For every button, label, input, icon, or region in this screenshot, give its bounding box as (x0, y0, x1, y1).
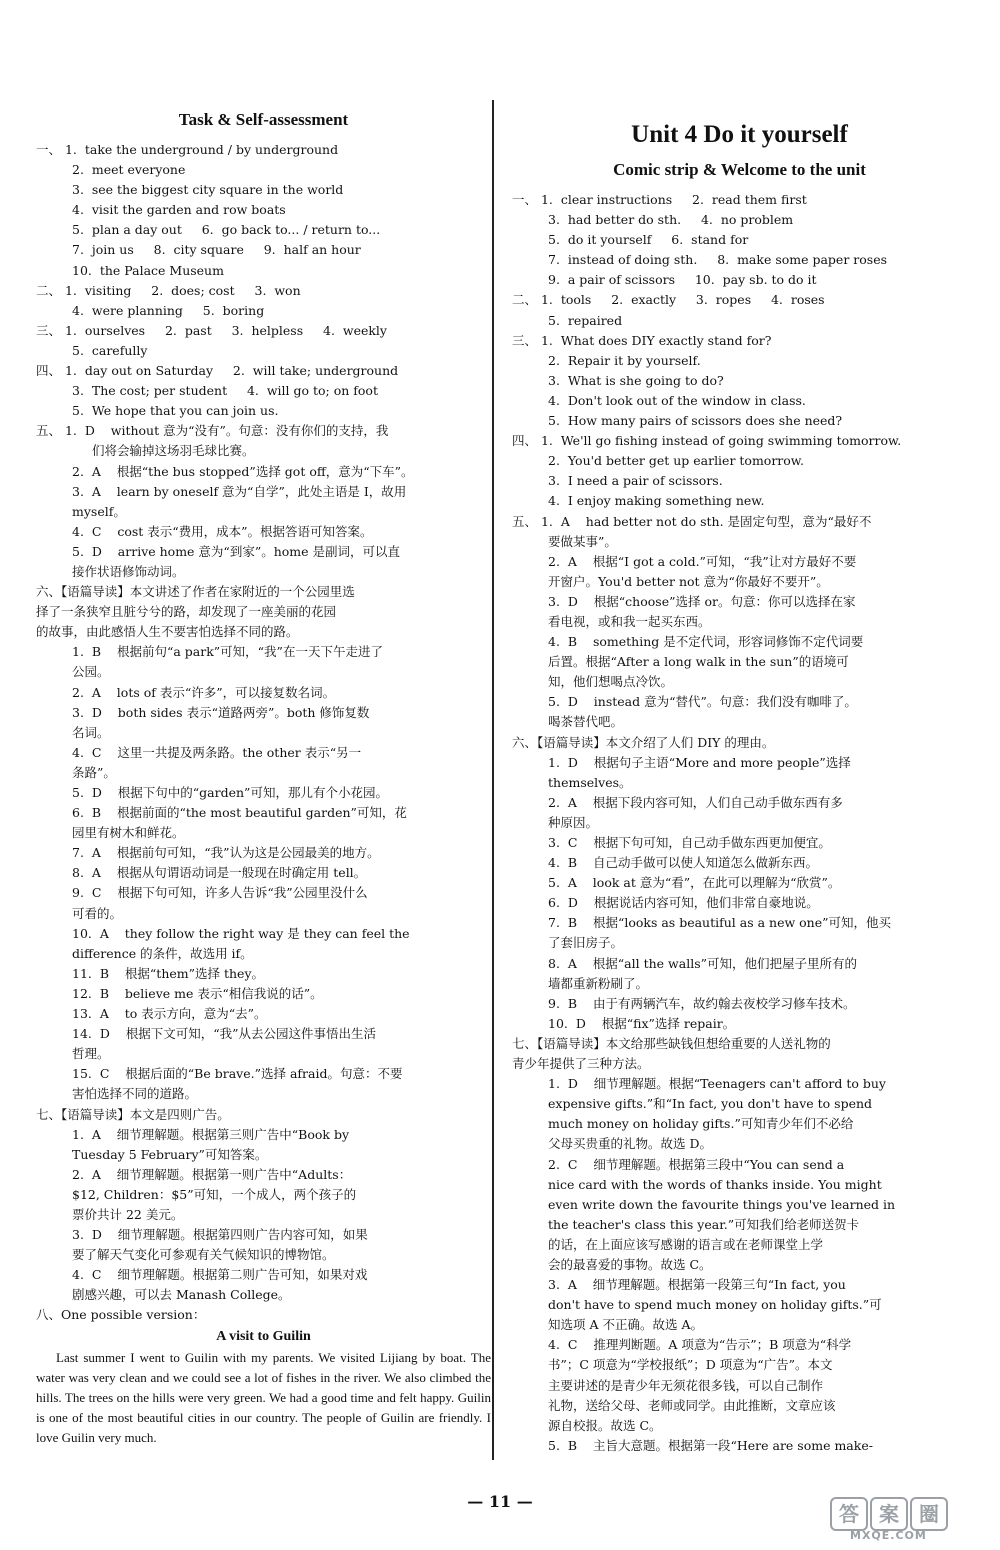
answer-line: 10. D 根据“fix”选择 repair。 (548, 1015, 736, 1031)
answer-line: 4. visit the garden and row boats (72, 202, 286, 218)
answer-line: 名词。 (72, 724, 110, 740)
answer-line: 看电视，或和我一起买东西。 (548, 613, 711, 629)
answer-line: 7. instead of doing sth. 8. make some paper roses (548, 252, 888, 268)
answer-line: 三、 1. ourselves 2. past 3. helpless 4. weekly (36, 322, 387, 338)
answer-line: the teacher's class this year.”可知我们给老师送贺卡 (548, 1216, 860, 1232)
answer-line: 3. The cost; per student 4. will go to; on foot (72, 383, 378, 399)
answer-line: 青少年提供了三种方法。 (512, 1056, 650, 1072)
answer-line: 7. B 根据“looks as beautiful as a new one”可知，他买 (548, 915, 892, 931)
answer-line: nice card with the words of thanks inside. You might (548, 1176, 882, 1192)
section-title: Task & Self-assessment (178, 110, 349, 129)
answer-line: 3. What is she going to do? (548, 372, 724, 388)
answer-line: 3. I need a pair of scissors. (548, 473, 723, 489)
answer-line: 9. a pair of scissors 10. pay sb. to do it (548, 272, 817, 288)
answer-line: 2. Repair it by yourself. (548, 352, 701, 368)
answer-line: 择了一条狭窄且脏兮兮的路，却发现了一座美丽的花园 (36, 604, 337, 620)
answer-line: don't have to spend much money on holiday gifts.”可 (548, 1297, 882, 1313)
unit-title: Unit 4 Do it yourself (631, 121, 848, 148)
answer-line: 六、【语篇导读】本文介绍了人们 DIY 的理由。 (512, 734, 775, 750)
answer-line: 1. D 细节理解题。根据“Teenagers can't afford to buy (548, 1076, 886, 1092)
answer-line: 四、 1. day out on Saturday 2. will take; underground (36, 363, 399, 379)
answer-line: 2. A lots of 表示“许多”，可以接复数名词。 (72, 684, 336, 700)
answer-line: 剧感兴趣，可以去 Manash College。 (72, 1287, 291, 1303)
answer-line: 3. A learn by oneself 意为“自学”，此处主语是 I，故用 (72, 483, 407, 499)
watermark-logo (830, 1495, 980, 1543)
answer-line: 11. B 根据“them”选择 they。 (72, 965, 265, 981)
answer-line: 7. join us 8. city square 9. half an hour (72, 242, 361, 258)
answer-line: themselves。 (548, 774, 632, 790)
answer-line: 2. meet everyone (72, 162, 186, 178)
answer-line: 1. D 根据句子主语“More and more people”选择 (548, 754, 851, 770)
answer-line: 种原因。 (548, 814, 599, 830)
answer-line: 12. B believe me 表示“相信我说的话”。 (72, 985, 323, 1001)
answer-line: 要了解天气变化可参观有关气候知识的博物馆。 (72, 1247, 335, 1263)
answer-line: 2. You'd better get up earlier tomorrow. (548, 453, 804, 469)
answer-line: 5. We hope that you can join us. (72, 403, 279, 419)
answer-line: 四、 1. We'll go fishing instead of going swimming tomorrow. (512, 433, 902, 449)
watermark-char: 圈 (910, 1497, 948, 1531)
answer-line: 条路”。 (72, 764, 116, 780)
answer-line: 5. D instead 意为“替代”。句意：我们没有咖啡了。 (548, 694, 857, 710)
answer-line: difference 的条件，故选用 if。 (72, 945, 253, 961)
answer-line: 10. the Palace Museum (72, 262, 224, 278)
answer-line: 4. were planning 5. boring (72, 302, 265, 318)
column-divider (492, 100, 494, 1460)
answer-line: 5. B 主旨大意题。根据第一段“Here are some make- (548, 1437, 873, 1453)
answer-line: 8. A 根据从句谓语动词是一般现在时确定用 tell。 (72, 865, 367, 881)
answer-line: 10. A they follow the right way 是 they can feel the (72, 925, 410, 941)
answer-line: even write down the favourite things you've learned in (548, 1196, 896, 1212)
answer-line: 公园。 (72, 664, 110, 680)
answer-line: 5. D 根据下句中的“garden”可知，那儿有个小花园。 (72, 785, 388, 800)
answer-line: 可看的。 (72, 905, 123, 921)
section-subtitle: Comic strip & Welcome to the unit (613, 160, 866, 179)
answer-lines (512, 190, 967, 1456)
answer-line: 13. A to 表示方向，意为“去”。 (72, 1006, 267, 1022)
answer-line: 4. C 推理判断题。A 项意为“告示”；B 项意为“科学 (548, 1337, 852, 1353)
answer-line: 1. A 细节理解题。根据第三则广告中“Book by (72, 1126, 350, 1142)
answer-line: 书”；C 项意为“学校报纸”；D 项意为“广告”。本文 (548, 1357, 833, 1373)
answer-line: 2. A 根据“the bus stopped”选择 got off，意为“下车”。 (72, 463, 414, 479)
answer-line: 5. repaired (548, 312, 623, 328)
answer-line: 8. A 根据“all the walls”可知，他们把屋子里所有的 (548, 955, 858, 971)
answer-line: 1. B 根据前句“a park”可知，“我”在一天下午走进了 (72, 644, 383, 660)
watermark-char: 答 (830, 1497, 868, 1531)
answer-line: 6. D 根据说话内容可知，他们非常自豪地说。 (548, 895, 819, 911)
answer-line: 5. plan a day out 6. go back to... / return to... (72, 222, 381, 238)
answer-line: 父母买贵重的礼物。故选 D。 (548, 1136, 712, 1152)
answer-line: 4. C 细节理解题。根据第二则广告可知，如果对戏 (72, 1267, 368, 1283)
page-number: — 11 — (467, 1492, 533, 1511)
answer-line: 4. B something 是不定代词，形容词修饰不定代词要 (548, 634, 864, 650)
answer-line: 5. A look at 意为“看”，在此可以理解为“欣赏”。 (548, 875, 841, 891)
answer-line: 4. Don't look out of the window in class. (548, 392, 806, 408)
answer-line: 二、 1. tools 2. exactly 3. ropes 4. roses (512, 292, 825, 308)
answer-line: 喝茶替代吧。 (548, 714, 624, 730)
answer-line: 4. I enjoy making something new. (548, 493, 765, 509)
answer-line: 一、 1. take the underground / by underground (36, 142, 339, 157)
answer-line: 七、【语篇导读】本文给那些缺钱但想给重要的人送礼物的 (512, 1035, 831, 1051)
answer-line: 6. B 根据前面的“the most beautiful garden”可知，花 (72, 805, 407, 821)
watermark-url: MXQE.COM (850, 1529, 927, 1542)
answer-line: 4. C cost 表示“费用，成本”。根据答语可知答案。 (72, 523, 373, 539)
answer-line: 会的最喜爱的事物。故选 C。 (548, 1256, 712, 1272)
answer-line: 3. see the biggest city square in the world (72, 182, 344, 198)
answer-line: 的故事，由此感悟人生不要害怕选择不同的路。 (36, 624, 299, 640)
answer-line: 3. C 根据下句可知，自己动手做东西更加便宜。 (548, 835, 831, 850)
answer-line: 五、 1. A had better not do sth. 是固定句型，意为“最好不 (512, 513, 872, 529)
answer-line: 六、【语篇导读】本文讲述了作者在家附近的一个公园里选 (36, 584, 355, 600)
answer-line: 墙都重新粉刷了。 (548, 975, 649, 991)
answer-line: 一、 1. clear instructions 2. read them first (512, 192, 807, 207)
answer-line: 14. D 根据下文可知，“我”从去公园这件事悟出生活 (72, 1026, 377, 1042)
answer-line: 2. A 根据下段内容可知，人们自己动手做东西有多 (548, 794, 843, 810)
answer-line: Tuesday 5 February”可知答案。 (72, 1146, 268, 1162)
answer-line: $12, Children：$5”可知，一个成人，两个孩子的 (72, 1186, 357, 1202)
answer-line: 了套旧房子。 (548, 935, 624, 951)
answer-line: 园里有树木和鲜花。 (72, 825, 185, 841)
answer-line: 的话，在上面应该写感谢的语言或在老师课堂上学 (548, 1236, 824, 1252)
essay-title: A visit to Guilin (216, 1328, 311, 1344)
answer-line: 源自校报。故选 C。 (548, 1417, 662, 1433)
answer-line: 7. A 根据前句可知，“我”认为这是公园最美的地方。 (72, 845, 380, 861)
answer-line: 5. do it yourself 6. stand for (548, 232, 749, 248)
answer-line: 们将会输掉这场羽毛球比赛。 (92, 443, 255, 459)
answer-line: 三、 1. What does DIY exactly stand for? (512, 332, 772, 348)
answer-line: 2. A 根据“I got a cold.”可知，“我”让对方最好不要 (548, 553, 857, 569)
answer-line: 4. B 自己动手做可以使人知道怎么做新东西。 (548, 855, 818, 871)
answer-line: 3. D 根据“choose”选择 or。句意：你可以选择在家 (548, 593, 856, 609)
answer-line: 二、 1. visiting 2. does; cost 3. won (36, 282, 301, 298)
answer-line: 主要讲述的是青少年无须花很多钱，可以自己制作 (548, 1377, 824, 1393)
answer-line: much money on holiday gifts.”可知青少年们不必给 (548, 1116, 854, 1132)
answer-line: 2. A 细节理解题。根据第一则广告中“Adults： (72, 1166, 352, 1182)
answer-line: 五、 1. D without 意为“没有”。句意：没有你们的支持，我 (36, 423, 389, 439)
answer-line: 3. A 细节理解题。根据第一段第三句“In fact, you (548, 1277, 846, 1293)
right-column (512, 112, 967, 1456)
answer-line: 5. carefully (72, 342, 148, 358)
answer-line: 后置。根据“After a long walk in the sun”的语境可 (548, 654, 849, 670)
answer-line: 15. C 根据后面的“Be brave.”选择 afraid。句意：不要 (72, 1066, 403, 1082)
answer-line: 5. How many pairs of scissors does she need? (548, 413, 843, 429)
answer-line: 9. B 由于有两辆汽车，故约翰去夜校学习修车技术。 (548, 995, 856, 1011)
answer-line: 礼物，送给父母、老师或同学。由此推断，文章应该 (548, 1397, 836, 1413)
answer-line: 2. C 细节理解题。根据第三段中“You can send a (548, 1156, 845, 1172)
answer-line: 3. had better do sth. 4. no problem (548, 212, 794, 228)
answer-line: myself。 (72, 503, 126, 519)
answer-line: 七、【语篇导读】本文是四则广告。 (36, 1106, 230, 1122)
answer-line: 3. D 细节理解题。根据第四则广告内容可知，如果 (72, 1227, 368, 1243)
answer-line: 9. C 根据下句可知，许多人告诉“我”公园里没什么 (72, 885, 368, 901)
answer-line: 开窗户。You'd better not 意为“你最好不要开”。 (548, 573, 829, 589)
answer-line: 要做某事”。 (548, 533, 617, 549)
answer-line: 接作状语修饰动词。 (72, 563, 185, 579)
answer-line: 八、One possible version： (36, 1307, 206, 1323)
answer-lines (36, 140, 491, 1326)
answer-line: expensive gifts.”和“In fact, you don't have to spend (548, 1096, 873, 1112)
answer-line: 4. C 这里一共提及两条路。the other 表示“另一 (72, 744, 362, 760)
answer-line: 知，他们想喝点冷饮。 (548, 674, 674, 690)
answer-line: 害怕选择不同的道路。 (72, 1086, 198, 1102)
answer-line: 哲理。 (72, 1046, 110, 1062)
answer-line: 5. D arrive home 意为“到家”。home 是副词，可以直 (72, 543, 401, 559)
answer-line: 票价共计 22 美元。 (72, 1206, 184, 1222)
watermark-char: 案 (870, 1497, 908, 1531)
left-column (36, 100, 491, 1448)
answer-line: 知选项 A 不正确。故选 A。 (548, 1317, 703, 1333)
answer-line: 3. D both sides 表示“道路两旁”。both 修饰复数 (72, 704, 370, 720)
essay-text: Last summer I went to Guilin with my parents. We visited Lijiang by boat. The water was very clean and we could see a lot of fishes in the river. We also climbed the hills. The trees on the hills were very green. We had a good time and felt happy. Guilin is one of the most beautiful cities in our country. The people of Guilin are friendly. I love Guilin very much. (36, 1349, 491, 1445)
